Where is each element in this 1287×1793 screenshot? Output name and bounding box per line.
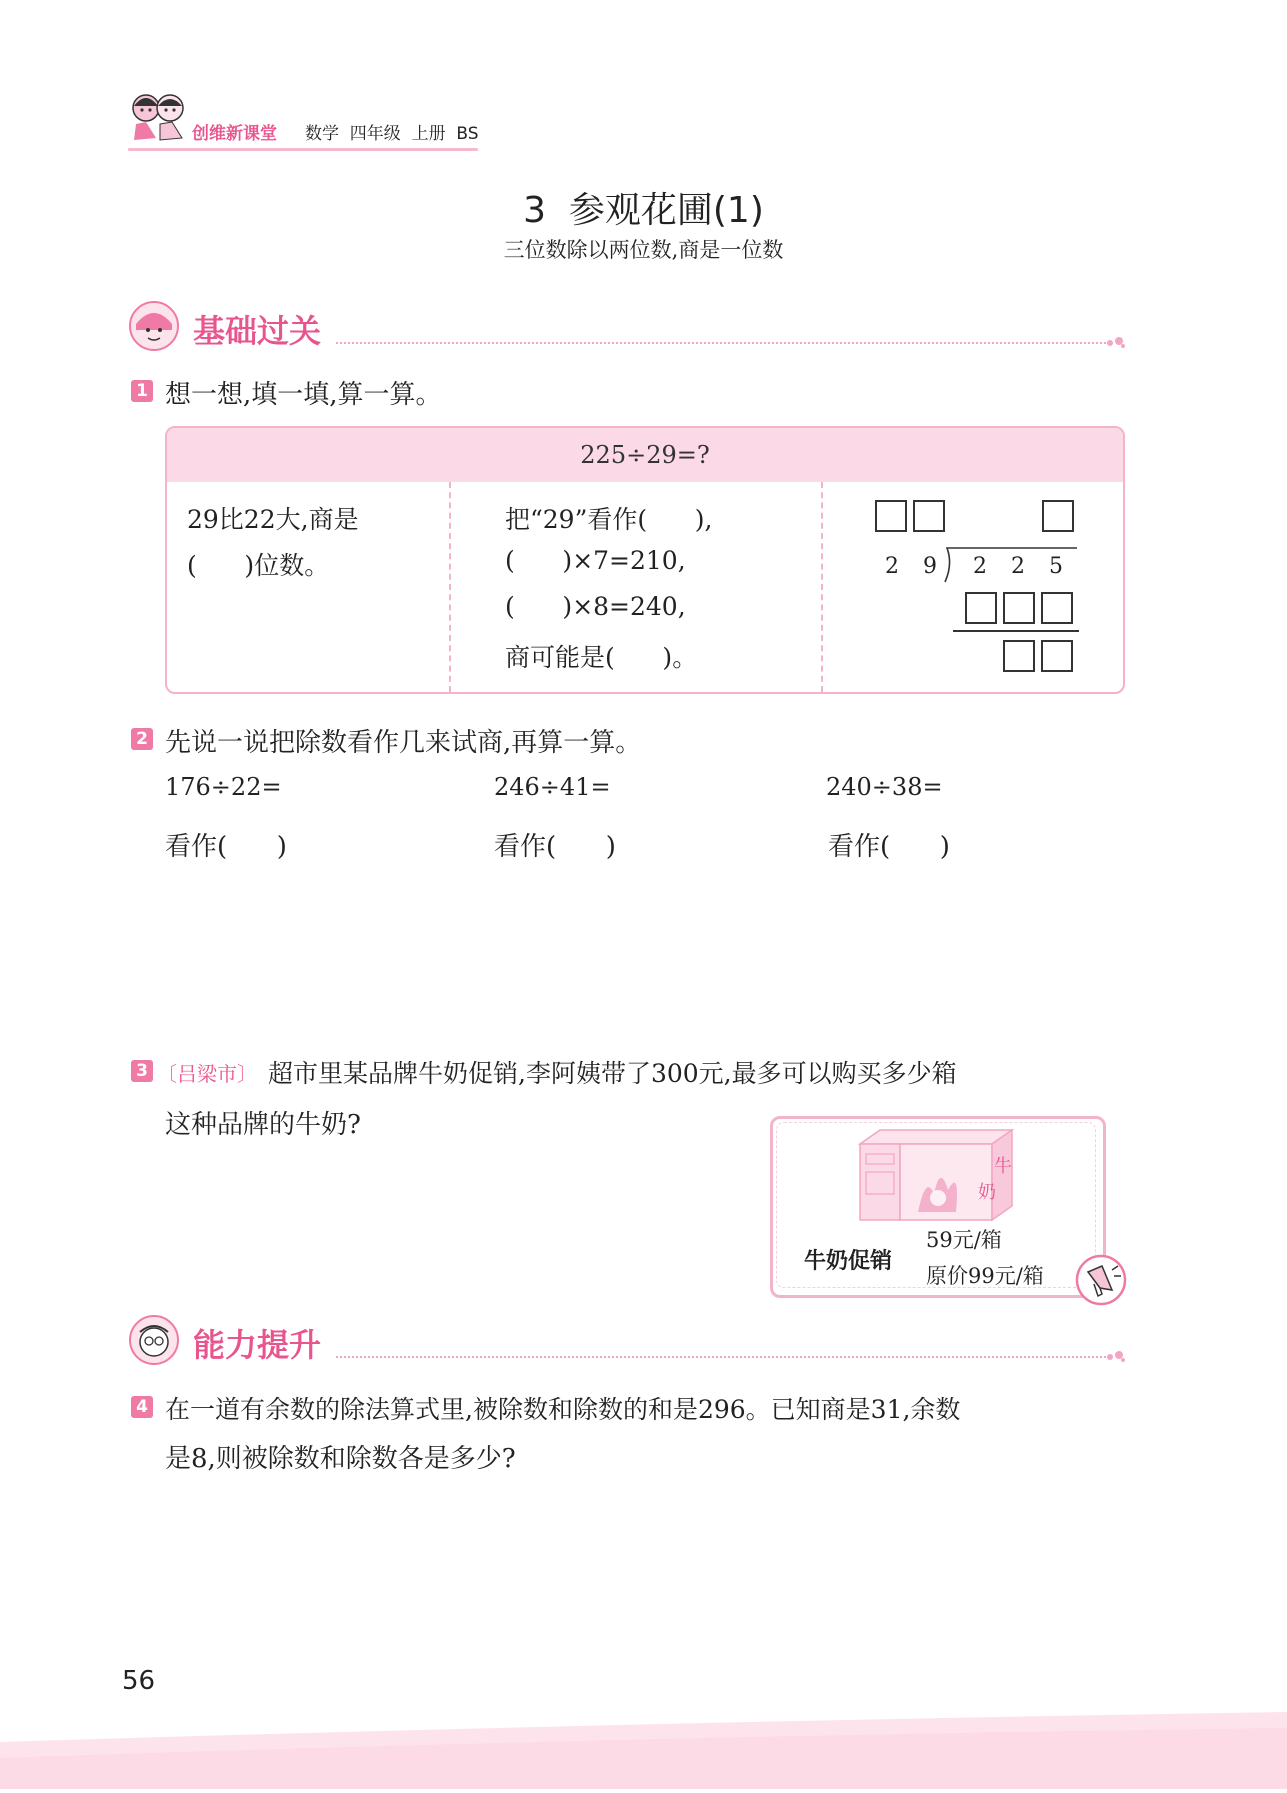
question-3-line2: 这种品牌的牛奶? xyxy=(165,1110,361,1140)
answer-box[interactable] xyxy=(875,500,907,532)
promo-original-price: 原价99元/箱 xyxy=(926,1264,1044,1288)
question-number-3: 3 xyxy=(131,1060,153,1082)
milk-box-text-1: 牛 xyxy=(994,1156,1012,1177)
dividend-digit: 2 xyxy=(973,554,987,579)
lesson-subtitle: 三位数除以两位数,商是一位数 xyxy=(503,238,784,262)
question-1-prompt: 想一想,填一填,算一算。 xyxy=(165,380,442,410)
section1-divider xyxy=(336,342,1106,344)
q3-source-tag: 〔吕梁市〕 xyxy=(157,1062,257,1086)
dividend-digit: 2 xyxy=(1011,554,1025,579)
question-number-2: 2 xyxy=(131,728,153,750)
lesson-title: 3 参观花圃(1) xyxy=(523,190,764,231)
q2-expression: 246÷41= xyxy=(494,773,611,801)
q2-estimate: 看作( ) xyxy=(494,832,616,862)
q2-expression: 176÷22= xyxy=(165,773,282,801)
dividend-digit: 5 xyxy=(1049,554,1063,579)
q1-col2-line1: 把“29”看作( ), xyxy=(505,505,713,534)
q1-table-divider-1 xyxy=(449,482,451,692)
header-underline xyxy=(128,148,478,151)
footer-band xyxy=(0,1712,1287,1789)
q1-table-divider-2 xyxy=(821,482,823,692)
section2-title: 能力提升 xyxy=(193,1326,322,1364)
milk-box-icon xyxy=(856,1124,1016,1224)
header-mascot xyxy=(126,88,190,148)
question-2-prompt: 先说一说把除数看作几来试商,再算一算。 xyxy=(165,728,642,758)
promo-label: 牛奶促销 xyxy=(804,1249,893,1274)
answer-box[interactable] xyxy=(1041,592,1073,624)
answer-box[interactable] xyxy=(913,500,945,532)
q1-table-header: 225÷29=? xyxy=(167,428,1123,482)
question-number-4: 4 xyxy=(131,1396,153,1418)
q1-col2-line4: 商可能是( )。 xyxy=(505,643,698,672)
section1-mascot xyxy=(128,300,180,352)
q1-col1-line2: ( )位数。 xyxy=(187,551,330,580)
header-meta: 数学 四年级 上册 BS xyxy=(305,124,479,144)
subtraction-line xyxy=(953,630,1079,632)
milk-box-text-2: 奶 xyxy=(978,1182,996,1203)
q2-estimate: 看作( ) xyxy=(828,832,950,862)
page-number: 56 xyxy=(122,1666,156,1696)
answer-box[interactable] xyxy=(1003,640,1035,672)
q2-expression: 240÷38= xyxy=(826,773,943,801)
answer-box[interactable] xyxy=(1003,592,1035,624)
q1-col1-line1: 29比22大,商是 xyxy=(187,505,359,534)
section1-divider-dots xyxy=(1106,335,1126,354)
section1-title: 基础过关 xyxy=(193,312,322,350)
question-3-line1: 超市里某品牌牛奶促销,李阿姨带了300元,最多可以购买多少箱 xyxy=(268,1059,957,1088)
question-4-line1: 在一道有余数的除法算式里,被除数和除数的和是296。已知商是31,余数 xyxy=(165,1395,961,1424)
q1-col2-line3: ( )×8=240, xyxy=(505,592,686,621)
answer-box[interactable] xyxy=(1042,500,1074,532)
q1-col2-line2: ( )×7=210, xyxy=(505,546,686,575)
question-number-1: 1 xyxy=(131,380,153,402)
promo-price: 59元/箱 xyxy=(926,1228,1002,1252)
q1-table xyxy=(165,426,1125,694)
divisor-digit: 9 xyxy=(923,554,937,579)
header-brand: 创维新课堂 xyxy=(192,124,277,144)
section2-mascot xyxy=(128,1314,180,1366)
answer-box[interactable] xyxy=(1041,640,1073,672)
section2-divider xyxy=(336,1356,1106,1358)
answer-box[interactable] xyxy=(965,592,997,624)
section2-divider-dots xyxy=(1106,1349,1126,1368)
megaphone-icon xyxy=(1072,1254,1130,1306)
divisor-digit: 2 xyxy=(885,554,899,579)
question-4-line2: 是8,则被除数和除数各是多少? xyxy=(165,1444,516,1474)
q2-estimate: 看作( ) xyxy=(165,832,287,862)
